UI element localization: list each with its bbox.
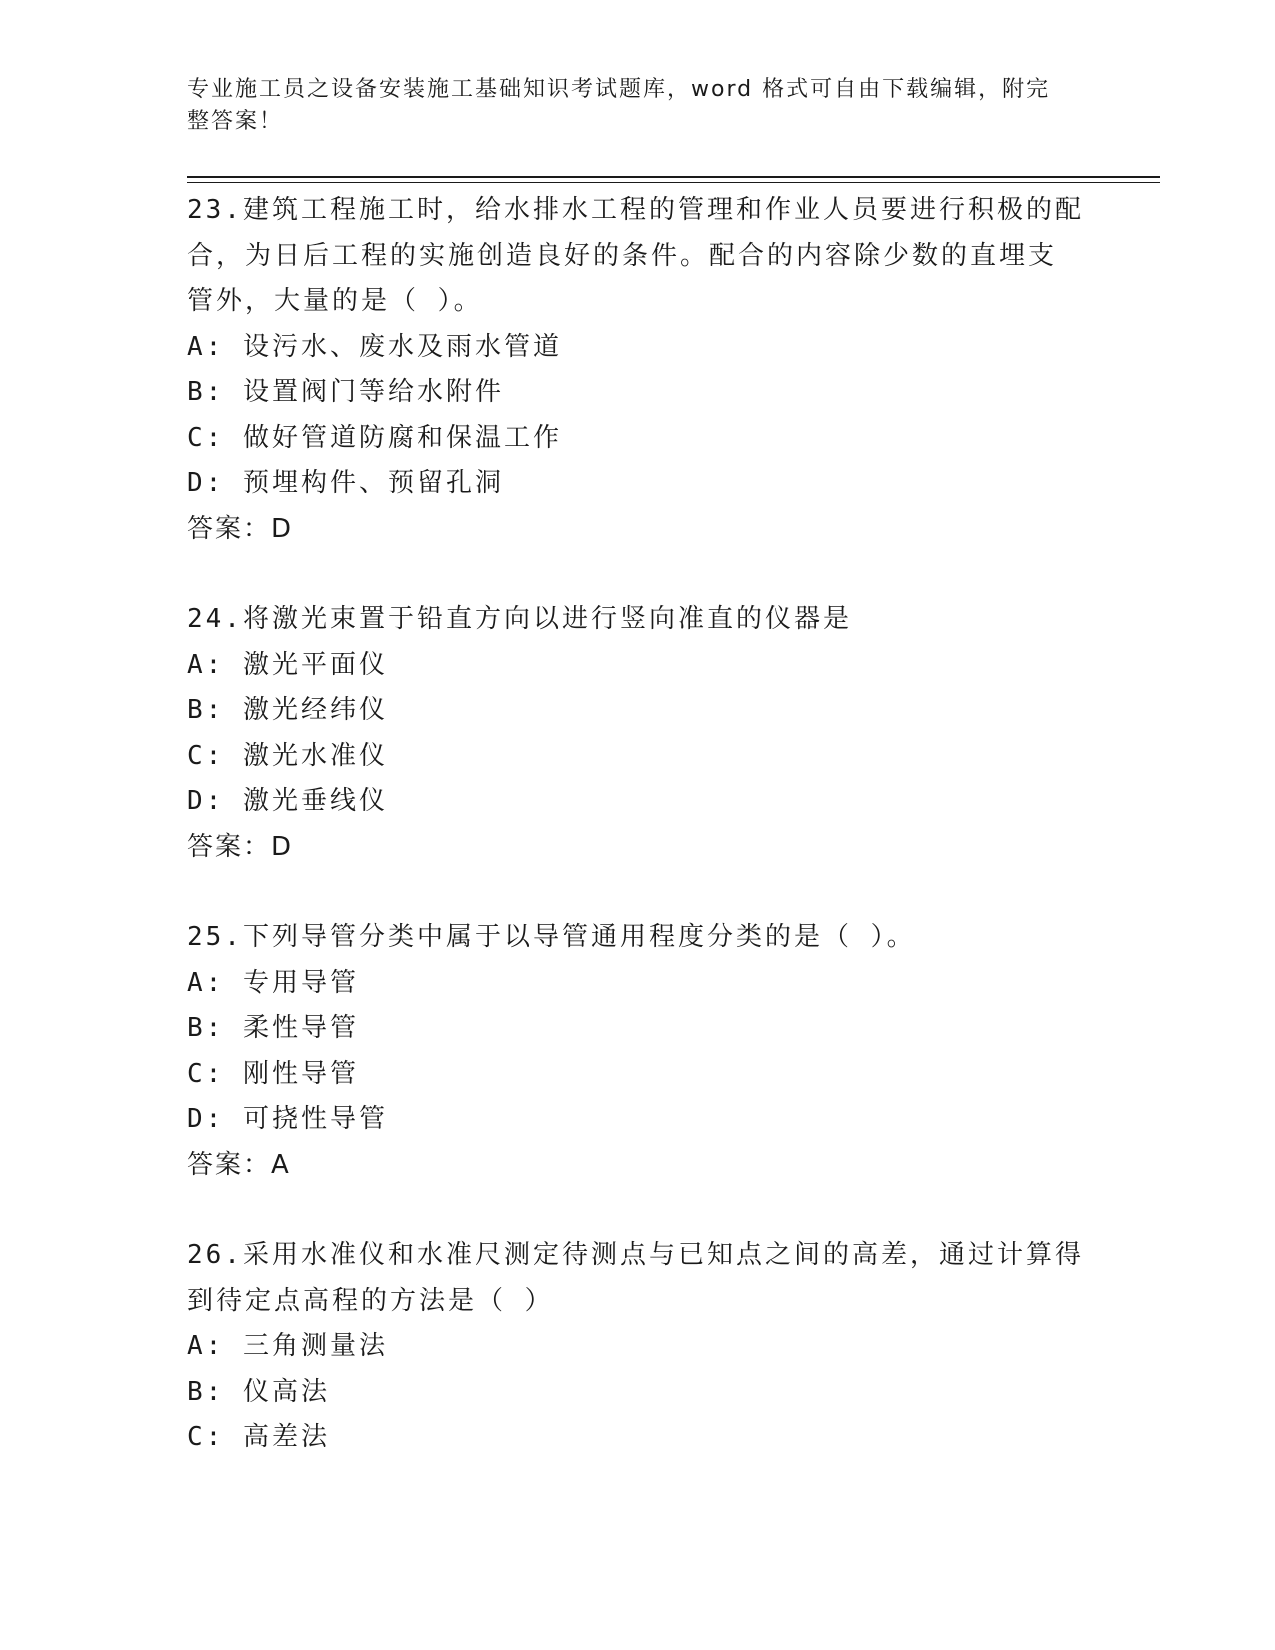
header-divider-thin <box>187 182 1160 183</box>
question-26 <box>187 1233 1087 1461</box>
option-a: A: 激光平面仪 <box>187 649 388 680</box>
question-24 <box>187 597 1087 870</box>
question-stem-line: 23.建筑工程施工时，给水排水工程的管理和作业人员要进行积极的配 <box>187 195 1084 225</box>
page-header <box>187 74 1067 138</box>
option-a: A: 设污水、废水及雨水管道 <box>187 331 562 362</box>
question-stem-line: 到待定点高程的方法是（ ） <box>187 1285 554 1316</box>
option-b: B: 仪高法 <box>187 1376 330 1407</box>
option-a: A: 三角测量法 <box>187 1331 388 1361</box>
question-stem-line: 25.下列导管分类中属于以导管通用程度分类的是（ ）。 <box>187 922 916 952</box>
option-b: B: 设置阀门等给水附件 <box>187 377 504 407</box>
question-stem-line: 24.将激光束置于铅直方向以进行竖向准直的仪器是 <box>187 604 852 634</box>
header-line-2: 整答案！ <box>187 109 284 134</box>
answer-label: 答案：D <box>187 831 294 862</box>
option-d: D: 激光垂线仪 <box>187 786 388 816</box>
option-b: B: 激光经纬仪 <box>187 695 388 725</box>
question-stem-line: 合，为日后工程的实施创造良好的条件。配合的内容除少数的直埋支 <box>187 240 1058 271</box>
question-list <box>187 188 1087 1506</box>
option-c: C: 做好管道防腐和保温工作 <box>187 422 562 453</box>
option-c: C: 激光水准仪 <box>187 740 388 771</box>
option-c: C: 刚性导管 <box>187 1058 359 1089</box>
answer-label: 答案：A <box>187 1149 291 1180</box>
answer-label: 答案：D <box>187 513 294 544</box>
option-d: D: 预埋构件、预留孔洞 <box>187 468 504 498</box>
header-divider-thick <box>187 176 1160 178</box>
question-23 <box>187 188 1087 552</box>
question-25 <box>187 915 1087 1188</box>
question-stem-line: 26.采用水准仪和水准尺测定待测点与已知点之间的高差，通过计算得 <box>187 1240 1084 1270</box>
option-c: C: 高差法 <box>187 1422 330 1452</box>
option-d: D: 可挠性导管 <box>187 1104 388 1134</box>
option-a: A: 专用导管 <box>187 967 359 998</box>
header-line-1: 专业施工员之设备安装施工基础知识考试题库，word 格式可自由下载编辑，附完 <box>187 77 1051 102</box>
option-b: B: 柔性导管 <box>187 1013 359 1043</box>
question-stem-line: 管外，大量的是（ ）。 <box>187 286 483 316</box>
